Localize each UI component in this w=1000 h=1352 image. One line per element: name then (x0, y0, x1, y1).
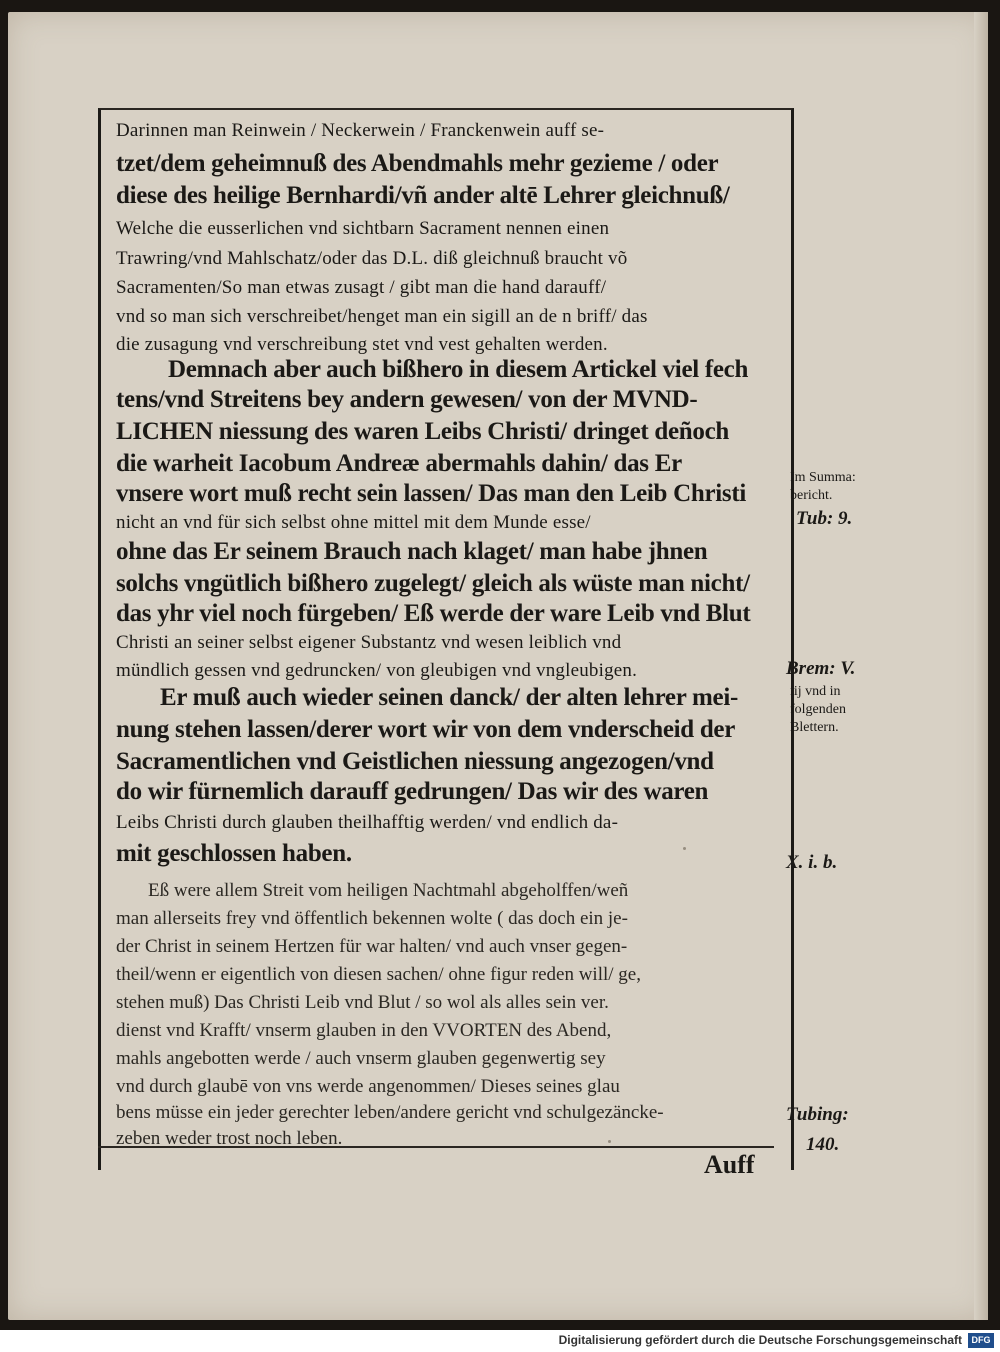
margin-note: Tubing: (786, 1104, 849, 1125)
text-line: die warheit Iacobum Andreæ abermahls dahin/ das Er (116, 450, 682, 477)
text-line: nicht an vnd für sich selbst ohne mittel mit dem Munde esse/ (116, 512, 591, 533)
margin-note: bericht. (790, 488, 833, 503)
text-line: ohne das Er seinem Brauch nach klaget/ man habe jhnen (116, 538, 708, 565)
margin-note: Im Summa: (790, 470, 856, 485)
page-edge-shading (974, 12, 988, 1320)
text-line: bens müsse ein jeder gerechter leben/andere gericht vnd schulgezäncke- (116, 1102, 664, 1123)
text-line: Trawring/vnd Mahlschatz/oder das D.L. diß gleichnuß braucht võ (116, 248, 628, 269)
footer-credit: Digitalisierung gefördert durch die Deutsche Forschungsgemeinschaft (558, 1333, 962, 1347)
text-line: der Christ in seinem Hertzen für war halten/ vnd auch vnser gegen- (116, 936, 628, 957)
text-line: mit geschlossen haben. (116, 840, 352, 867)
text-line: vnsere wort muß recht sein lassen/ Das man den Leib Christi (116, 480, 747, 507)
text-line: Sacramentlichen vnd Geistlichen niessung angezogen/vnd (116, 748, 714, 775)
text-line: vnd so man sich verschreibet/henget man ein sigill an de n briff/ das (116, 306, 648, 327)
text-line: tens/vnd Streitens bey andern gewesen/ von der MVND- (116, 386, 698, 413)
margin-note: Blettern. (790, 720, 839, 735)
text-line: nung stehen lassen/derer wort wir von dem vnderscheid der (116, 716, 736, 743)
text-line: Demnach aber auch bißhero in diesem Artickel viel fech (168, 356, 749, 383)
text-line: Christi an seiner selbst eigener Substantz vnd wesen leiblich vnd (116, 632, 622, 653)
margin-note: 140. (806, 1134, 840, 1155)
text-line: das yhr viel noch fürgeben/ Eß werde der ware Leib vnd Blut (116, 600, 751, 627)
text-line: theil/wenn er eigentlich von diesen sachen/ ohne figur reden will/ ge, (116, 964, 641, 985)
dfg-logo: DFG (968, 1333, 994, 1348)
text-line: man allerseits frey vnd öffentlich bekennen wolte ( das doch ein je- (116, 908, 628, 929)
text-line: stehen muß) Das Christi Leib vnd Blut / so wol als alles sein ver. (116, 992, 609, 1013)
text-line: solchs vngütlich bißhero zugelegt/ gleich als wüste man nicht/ (116, 570, 750, 597)
margin-note: X. i. b. (786, 852, 838, 873)
margin-note: folgenden (790, 702, 846, 717)
text-line: Leibs Christi durch glauben theilhafftig werden/ vnd endlich da- (116, 812, 619, 833)
text-line: diese des heilige Bernhardi/vñ ander altē Lehrer gleichnuß/ (116, 182, 730, 209)
text-line: mahls angebotten werde / auch vnserm glauben gegenwertig sey (116, 1048, 606, 1069)
text-line: tzet/dem geheimnuß des Abendmahls mehr gezieme / oder (116, 150, 719, 177)
text-line: LICHEN niessung des waren Leibs Christi/ dringet deñoch (116, 418, 729, 445)
text-line: Er muß auch wieder seinen danck/ der alten lehrer mei- (160, 684, 739, 711)
text-line: do wir fürnemlich darauff gedrungen/ Das wir des waren (116, 778, 709, 805)
margin-note: Brem: V. (786, 658, 856, 679)
text-line: mündlich gessen vnd gedruncken/ von gleubigen vnd vngleubigen. (116, 660, 638, 681)
text-line: Welche die eusserlichen vnd sichtbarn Sacrament nennen einen (116, 218, 610, 239)
margin-note: Tub: 9. (796, 508, 853, 529)
text-line: zeben weder trost noch leben. (116, 1128, 343, 1149)
text-line: Eß were allem Streit vom heiligen Nachtmahl abgeholffen/weñ (148, 880, 629, 901)
text-line: dienst vnd Krafft/ vnserm glauben in den VVORTEN des Abend, (116, 1020, 612, 1041)
text-line: Sacramenten/So man etwas zusagt / gibt man die hand darauff/ (116, 277, 607, 298)
footer-bar (0, 1330, 1000, 1352)
text-line: Darinnen man Reinwein / Neckerwein / Franckenwein auff se- (116, 120, 605, 141)
text-line: vnd durch glaubē von vns werde angenommen/ Dieses seines glau (116, 1076, 620, 1097)
text-line: die zusagung vnd verschreibung stet vnd vest gehalten werden. (116, 334, 608, 355)
margin-note: iij vnd in (790, 684, 841, 699)
catchword: Auff (704, 1150, 755, 1179)
